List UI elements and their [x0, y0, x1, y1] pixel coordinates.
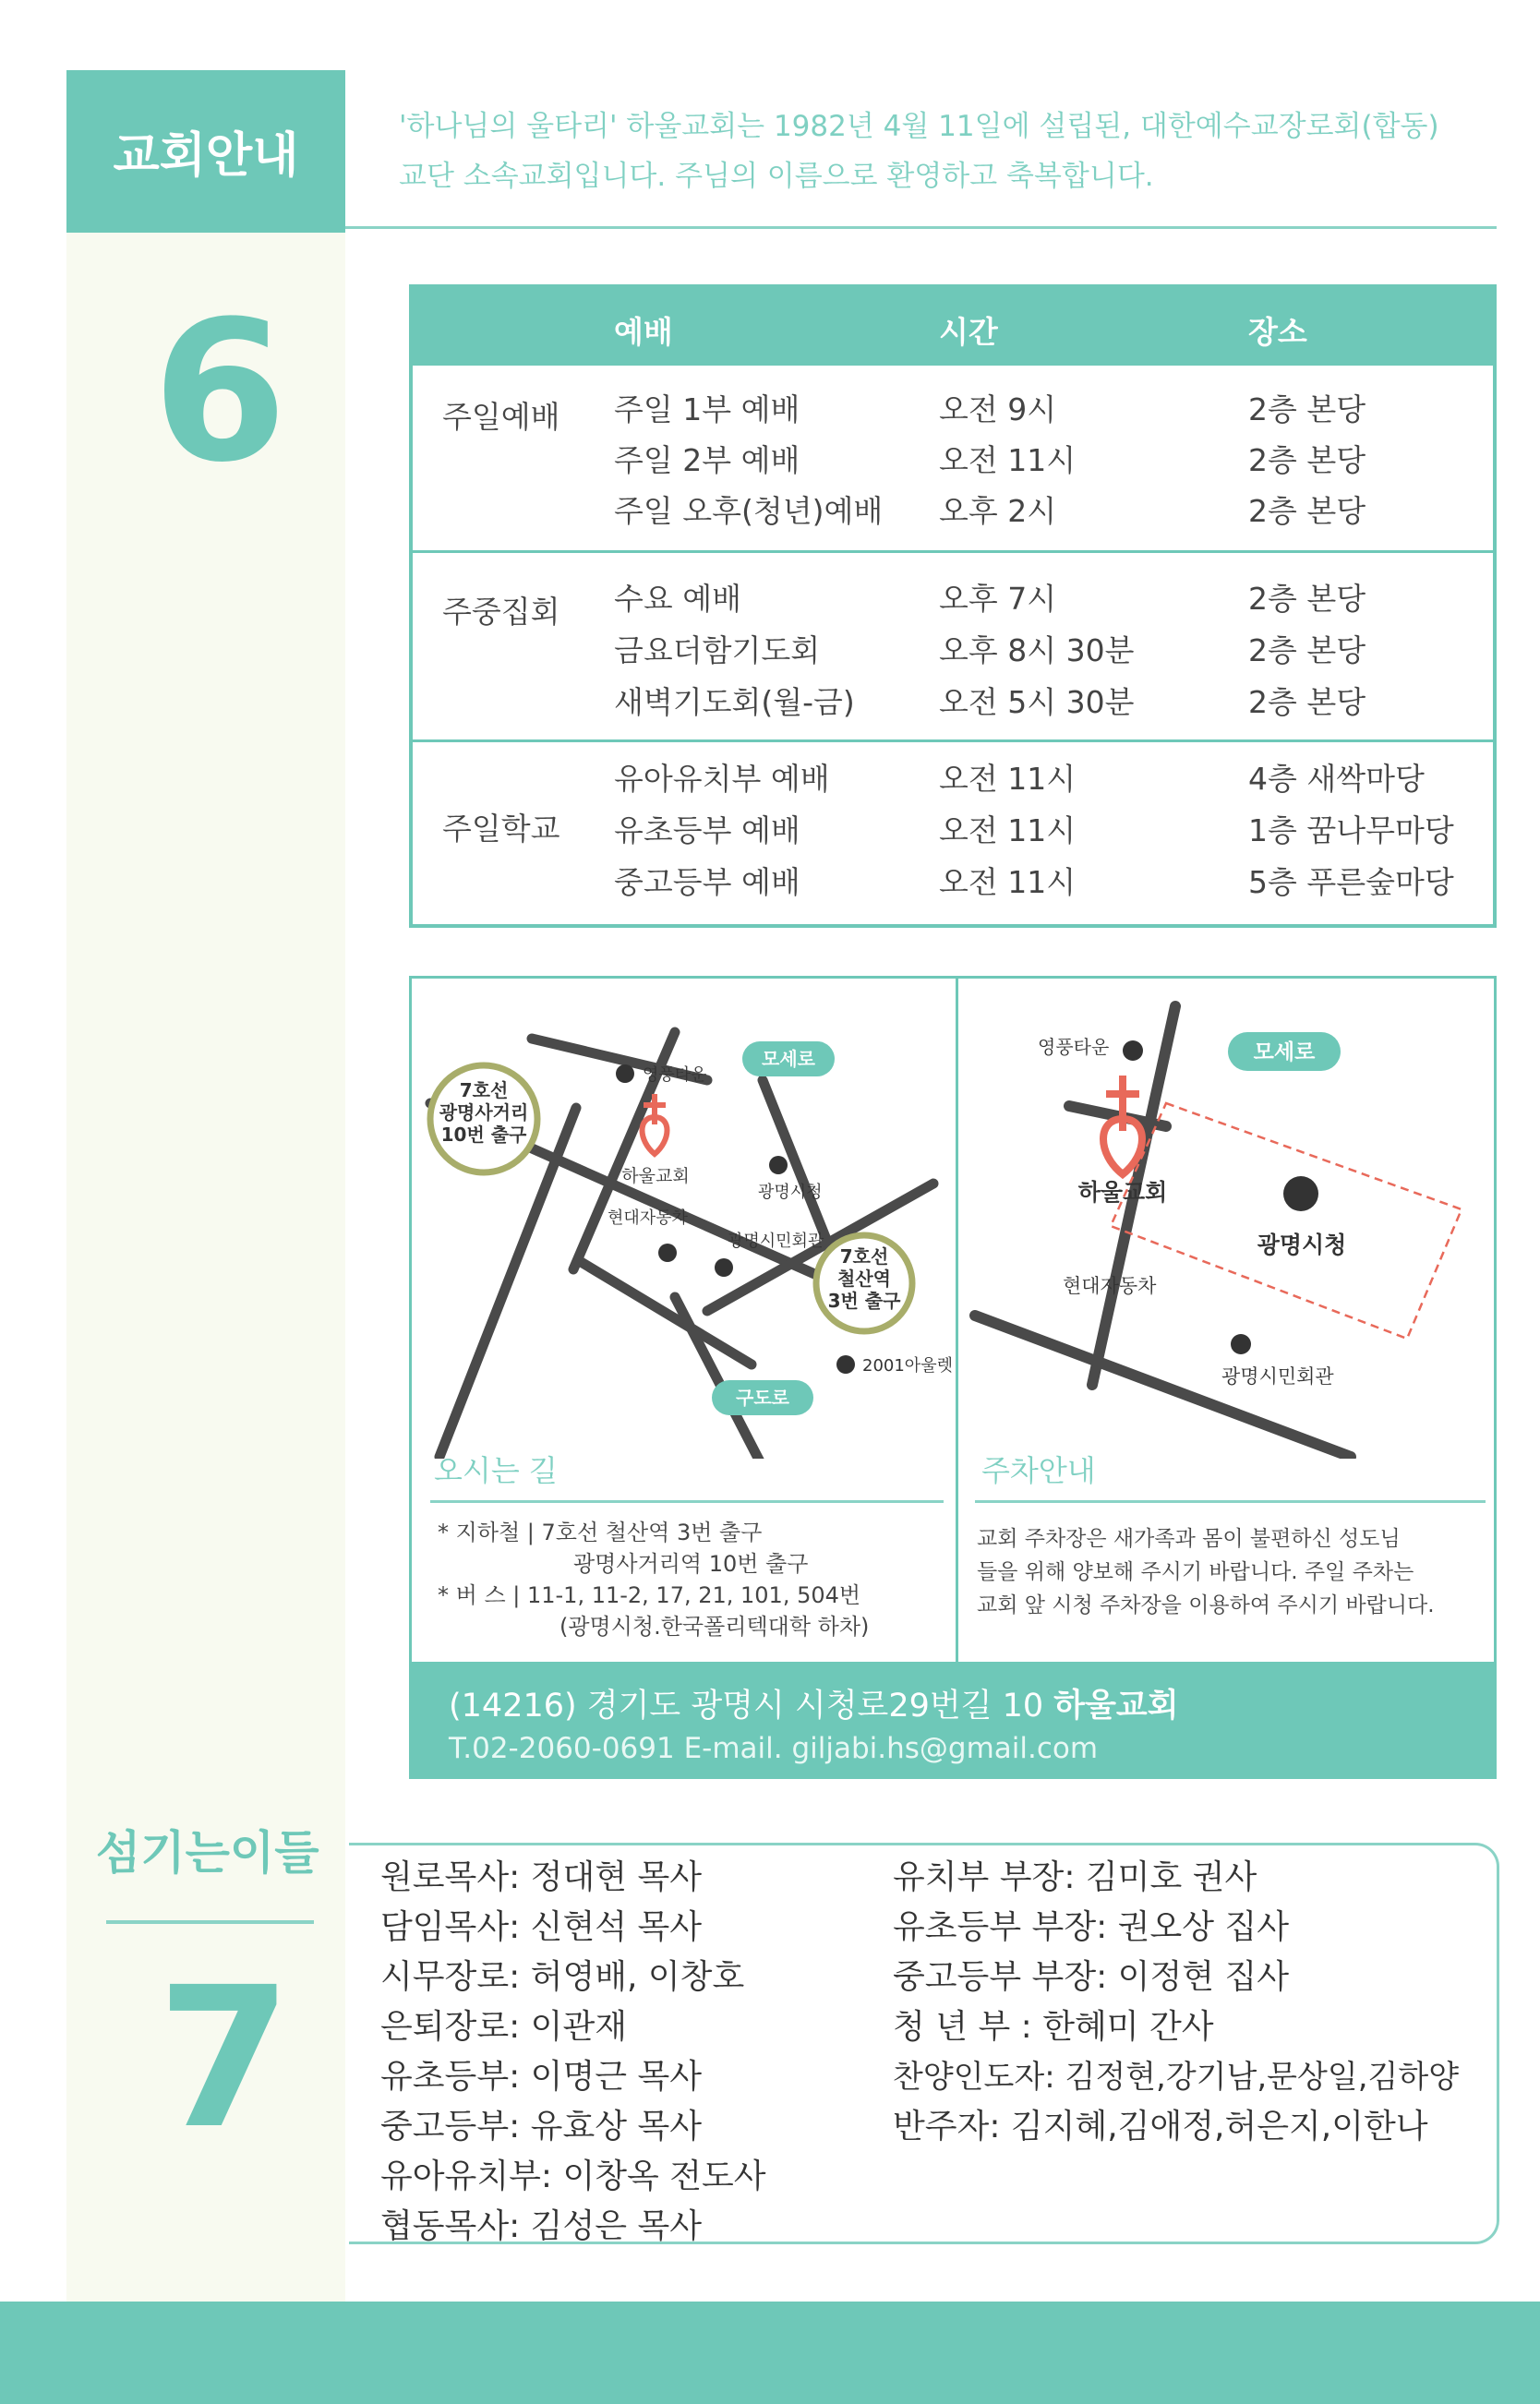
header-time: 시간 — [939, 314, 998, 350]
group-name: 주일예배 — [442, 399, 560, 435]
bottom-band — [0, 2302, 1540, 2404]
staff-entry: 담임목사: 신현석 목사 — [380, 1908, 702, 1946]
staff-title-rule — [106, 1920, 314, 1924]
station2-line: 7호선 — [839, 1245, 889, 1268]
service-name: 유초등부 예배 — [614, 812, 800, 848]
parking-note-1: 교회 주차장은 새가족과 몸이 불편하신 성도님 — [977, 1527, 1401, 1551]
header-service: 예배 — [614, 314, 673, 350]
service-name: 금요더함기도회 — [614, 632, 821, 668]
location-dot — [1123, 1040, 1143, 1061]
label-mosero: 모세로 — [1253, 1040, 1316, 1064]
station1-line: 7호선 — [459, 1079, 509, 1101]
service-name: 주일 오후(청년)예배 — [614, 493, 884, 529]
maps-panel — [409, 976, 1497, 1779]
staff-title: 섬기는이들 — [96, 1826, 319, 1880]
info-tab-title: 교회안내 — [113, 128, 299, 184]
service-name: 주일 1부 예배 — [614, 391, 800, 427]
staff-box — [349, 1843, 1499, 2244]
service-place: 2층 본당 — [1248, 391, 1366, 427]
service-place: 2층 본당 — [1248, 442, 1366, 478]
station2-name: 철산역 — [837, 1268, 891, 1290]
intro-line-2: 교단 소속교회입니다. 주님의 이름으로 환영하고 축복합니다. — [399, 160, 1154, 193]
subway-note: * 지하철 | 7호선 철산역 3번 출구 — [438, 1520, 763, 1545]
section-number-7: 7 — [157, 1945, 293, 2171]
contact-info: T.02-2060-0691 E-mail. giljabi.hs@gmail.com — [449, 1732, 1099, 1765]
church-pin-icon — [1103, 1076, 1142, 1174]
schedule-group — [413, 739, 1493, 924]
label-youngpoong: 영풍타운 — [1038, 1036, 1110, 1058]
location-dot — [715, 1258, 733, 1277]
label-hyundai: 현대자동차 — [608, 1208, 688, 1228]
church-pin-icon — [643, 1094, 668, 1154]
label-church: 하울교회 — [621, 1166, 690, 1186]
group-name: 주일학교 — [442, 811, 560, 847]
road — [675, 1297, 761, 1459]
label-civic: 광명시민회관 — [1221, 1365, 1334, 1388]
service-name: 수요 예배 — [614, 581, 742, 617]
service-place: 1층 꿈나무마당 — [1248, 812, 1454, 848]
location-dot — [836, 1355, 855, 1374]
parking-rule — [975, 1500, 1486, 1503]
subway-note-2: 광명사거리역 10번 출구 — [573, 1551, 809, 1577]
staff-entry: 원로목사: 정대현 목사 — [380, 1858, 702, 1896]
label-cityhall: 광명시청 — [758, 1183, 823, 1202]
service-place: 4층 새싹마당 — [1248, 761, 1425, 797]
section-number-6: 6 — [152, 279, 288, 505]
intro-line-1: '하나님의 울타리' 하울교회는 1982년 4월 11일에 설립된, 대한예수교장로회(합동) — [399, 110, 1439, 143]
service-time: 오전 11시 — [939, 442, 1077, 478]
staff-entry: 유치부 부장: 김미호 권사 — [893, 1858, 1257, 1896]
directions-rule — [430, 1500, 944, 1503]
label-outlet: 2001아울렛 — [862, 1356, 953, 1376]
station1-name: 광명사거리 — [439, 1101, 529, 1124]
service-place: 2층 본당 — [1248, 684, 1366, 720]
service-name: 유아유치부 예배 — [614, 761, 830, 797]
staff-entry: 시무장로: 허영배, 이창호 — [380, 1958, 745, 1996]
service-time: 오전 11시 — [939, 761, 1077, 797]
label-hyundai: 현대자동차 — [1063, 1275, 1157, 1297]
church-name: 하울교회 — [1053, 1688, 1179, 1725]
address — [449, 1680, 1179, 1726]
label-youngpoong: 영풍타운 — [643, 1065, 707, 1085]
station1-exit: 10번 출구 — [440, 1124, 527, 1146]
header-place: 장소 — [1248, 314, 1307, 350]
parking-area — [1111, 1103, 1462, 1339]
label-church: 하울교회 — [1077, 1179, 1168, 1206]
address-band — [412, 1662, 1494, 1779]
parking-map — [958, 979, 1497, 1459]
service-time: 오후 7시 — [939, 581, 1057, 617]
service-time: 오전 11시 — [939, 864, 1077, 900]
parking-caption: 주차안내 — [981, 1453, 1096, 1488]
service-time: 오후 8시 30분 — [939, 632, 1135, 668]
staff-entry: 중고등부: 유효상 목사 — [380, 2108, 702, 2146]
label-cityhall: 광명시청 — [1257, 1232, 1347, 1258]
staff-entry: 청 년 부 : 한혜미 간사 — [893, 2008, 1214, 2046]
directions-caption: 오시는 길 — [434, 1453, 558, 1488]
group-name: 주중집회 — [442, 594, 560, 630]
service-place: 2층 본당 — [1248, 493, 1366, 529]
staff-entry: 유초등부: 이명근 목사 — [380, 2058, 702, 2096]
staff-entry: 찬양인도자: 김정현,강기남,문상일,김하양 — [893, 2059, 1460, 2096]
bus-note: * 버 스 | 11-1, 11-2, 17, 21, 101, 504번 — [438, 1582, 861, 1608]
parking-note-2: 들을 위해 양보해 주시기 바랍니다. 주일 주차는 — [977, 1560, 1414, 1584]
service-name: 새벽기도회(월-금) — [614, 684, 855, 720]
staff-entry: 유아유치부: 이창옥 전도사 — [380, 2158, 766, 2195]
directions-map — [412, 979, 956, 1459]
intro-divider — [345, 226, 1497, 229]
label-guro: 구도로 — [736, 1387, 789, 1409]
location-dot — [1283, 1176, 1318, 1211]
table-header — [413, 288, 1493, 366]
service-schedule-table — [409, 284, 1497, 928]
label-mosero: 모세로 — [762, 1048, 815, 1070]
staff-entry: 협동목사: 김성은 목사 — [380, 2207, 702, 2245]
service-time: 오전 5시 30분 — [939, 684, 1135, 720]
staff-entry: 반주자: 김지혜,김애정,허은지,이한나 — [893, 2108, 1428, 2146]
address-text: (14216) 경기도 광명시 시청로29번길 10 — [449, 1688, 1044, 1725]
label-civic: 광명시민회관 — [728, 1232, 824, 1251]
staff-entry: 은퇴장로: 이관재 — [380, 2008, 628, 2046]
location-dot — [769, 1156, 788, 1174]
parking-note-3: 교회 앞 시청 주차장을 이용하여 주시기 바랍니다. — [977, 1593, 1435, 1617]
info-tab — [66, 70, 345, 233]
service-time: 오전 9시 — [939, 391, 1057, 427]
staff-entry: 유초등부 부장: 권오상 집사 — [893, 1908, 1289, 1946]
bus-note-2: (광명시청.한국폴리텍대학 하차) — [559, 1614, 870, 1640]
service-place: 5층 푸른숲마당 — [1248, 864, 1454, 900]
schedule-group — [413, 366, 1493, 550]
service-place: 2층 본당 — [1248, 632, 1366, 668]
service-place: 2층 본당 — [1248, 581, 1366, 617]
station2-exit: 3번 출구 — [827, 1290, 901, 1312]
location-dot — [1231, 1334, 1251, 1354]
service-time: 오후 2시 — [939, 493, 1057, 529]
service-time: 오전 11시 — [939, 812, 1077, 848]
location-dot — [616, 1064, 634, 1083]
location-dot — [658, 1244, 677, 1262]
staff-entry: 중고등부 부장: 이정현 집사 — [893, 1958, 1289, 1996]
service-name: 중고등부 예배 — [614, 864, 800, 900]
church-intro — [399, 102, 1507, 201]
service-name: 주일 2부 예배 — [614, 442, 800, 478]
schedule-group — [413, 550, 1493, 739]
